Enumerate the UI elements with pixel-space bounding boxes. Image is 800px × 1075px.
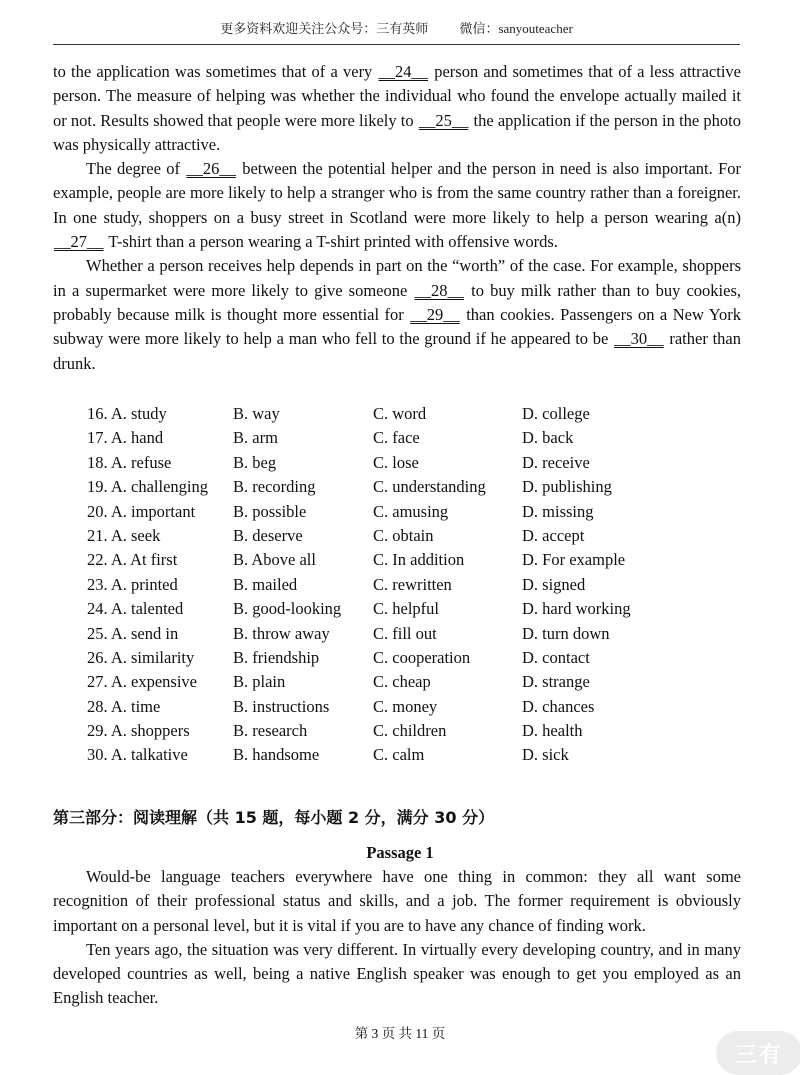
- cloze-text: to the application was sometimes that of a very: [53, 62, 378, 81]
- option-a: 24. A. talented: [87, 599, 184, 619]
- option-a: 27. A. expensive: [87, 672, 197, 692]
- cloze-blank: __24__: [378, 62, 429, 81]
- header-left-text: 更多资料欢迎关注公众号：三有英师: [220, 21, 429, 36]
- option-d: D. strange: [522, 672, 590, 692]
- cloze-passage: [53, 60, 741, 376]
- option-row: [87, 475, 727, 499]
- option-row: [87, 548, 727, 572]
- option-c: C. lose: [373, 452, 419, 472]
- option-b: B. good-looking: [233, 599, 342, 619]
- watermark-logo: 三有: [716, 1031, 800, 1075]
- option-a: 16. A. study: [87, 404, 167, 423]
- option-b: B. research: [233, 721, 308, 741]
- cloze-text: person and sometimes that of a less attractive person. The measure of helping was whether the individual who found the envelope actually mailed it or not. Results showed that people were more likely to: [53, 62, 742, 130]
- option-d: D. health: [522, 721, 583, 741]
- option-b: B. Above all: [233, 550, 316, 570]
- option-b: B. way: [233, 404, 280, 423]
- option-row: [87, 719, 727, 743]
- cloze-blank: __27__: [54, 232, 104, 252]
- cloze-text: than cookies. Passengers on a New York subway were more likely to help a man who fell to the ground if he appeared to be: [53, 304, 741, 349]
- cloze-text: The degree of: [86, 159, 186, 179]
- cloze-paragraph: [53, 254, 741, 375]
- cloze-blank: __30__: [614, 329, 664, 349]
- option-b: B. plain: [233, 672, 286, 692]
- option-row: [87, 402, 727, 426]
- option-d: D. signed: [522, 574, 586, 594]
- cloze-text: the application if the person in the photo was physically attractive.: [53, 110, 741, 154]
- option-c: C. rewritten: [373, 574, 452, 594]
- option-b: B. friendship: [233, 647, 320, 667]
- cloze-blank: __28__: [414, 280, 464, 300]
- option-b: B. deserve: [233, 525, 303, 545]
- option-d: D. accept: [522, 525, 585, 545]
- option-d: D. For example: [522, 550, 626, 570]
- options-table: [87, 402, 727, 768]
- option-row: [87, 597, 727, 621]
- option-a: 25. A. send in: [87, 623, 179, 643]
- option-a: 26. A. similarity: [87, 647, 195, 667]
- option-c: C. obtain: [373, 525, 434, 545]
- option-a: 30. A. talkative: [87, 745, 188, 765]
- option-c: C. fill out: [373, 623, 437, 643]
- option-b: B. possible: [233, 501, 307, 521]
- option-b: B. beg: [233, 452, 277, 472]
- cloze-text: to buy milk rather than to buy cookies, probably because milk is thought more essential for: [53, 280, 742, 324]
- option-d: D. turn down: [522, 623, 610, 643]
- option-row: [87, 695, 727, 719]
- option-a: 17. A. hand: [87, 428, 164, 448]
- option-row: [87, 500, 727, 524]
- option-row: [87, 670, 727, 694]
- passage-title: Passage 1: [366, 843, 434, 862]
- option-a: 21. A. seek: [87, 525, 161, 545]
- option-b: B. mailed: [233, 574, 298, 594]
- option-c: C. face: [373, 428, 420, 448]
- option-d: D. contact: [522, 647, 590, 667]
- passage-body: [53, 865, 741, 1011]
- cloze-blank: __25__: [418, 110, 469, 130]
- option-d: D. receive: [522, 452, 590, 472]
- passage-paragraph: Ten years ago, the situation was very different. In virtually every developing country, and in many developed countries as well, being a native English speaker was enough to get you employed as an English teacher.: [53, 939, 741, 1008]
- option-d: D. back: [522, 428, 574, 448]
- page-header: [53, 18, 740, 45]
- option-b: B. recording: [233, 477, 316, 497]
- option-d: D. chances: [522, 696, 595, 716]
- option-c: C. calm: [373, 745, 425, 765]
- option-c: C. cheap: [373, 672, 431, 692]
- option-c: C. word: [373, 404, 427, 423]
- option-a: 29. A. shoppers: [87, 721, 190, 741]
- cloze-blank: __29__: [410, 304, 460, 324]
- option-a: 28. A. time: [87, 696, 161, 716]
- option-c: C. cooperation: [373, 647, 471, 667]
- cloze-paragraph: [53, 60, 741, 157]
- passage-paragraph: Would-be language teachers everywhere have one thing in common: they all want some recognition of their professional status and skills, and a job. The former requirement is obviously important on a personal level, but it is vital if you are to have any chance of finding work.: [53, 867, 741, 935]
- cloze-text: rather than drunk.: [53, 329, 741, 373]
- cloze-text: Whether a person receives help depends in part on the “worth” of the case. For example, shoppers in a supermarket were more likely to give someone: [53, 256, 741, 300]
- option-row: [87, 646, 727, 670]
- option-d: D. missing: [522, 501, 594, 521]
- header-right-text: 微信：sanyouteacher: [459, 21, 573, 36]
- option-row: [87, 573, 727, 597]
- option-row: [87, 622, 727, 646]
- cloze-text: T-shirt than a person wearing a T-shirt printed with offensive words.: [104, 232, 558, 252]
- section-heading: 第三部分：阅读理解（共 15 题，每小题 2 分，满分 30 分）: [53, 808, 495, 827]
- option-a: 23. A. printed: [87, 574, 178, 594]
- option-d: D. publishing: [522, 477, 612, 497]
- option-b: B. arm: [233, 428, 278, 448]
- option-a: 19. A. challenging: [87, 477, 208, 497]
- cloze-blank: __26__: [186, 159, 236, 179]
- option-c: C. money: [373, 696, 438, 716]
- option-b: B. handsome: [233, 745, 320, 765]
- option-a: 20. A. important: [87, 501, 196, 521]
- option-row: [87, 524, 727, 548]
- option-d: D. college: [522, 404, 590, 423]
- option-a: 18. A. refuse: [87, 452, 172, 472]
- option-c: C. amusing: [373, 501, 449, 521]
- cloze-paragraph: [53, 157, 741, 254]
- option-row: [87, 426, 727, 450]
- option-b: B. instructions: [233, 696, 330, 716]
- cloze-text: between the potential helper and the person in need is also important. For example, people are more likely to help a stranger who is from the same country rather than a foreigner. In one study, shoppers on a busy street in Scotland were more likely to help a person wearing a(n): [53, 159, 741, 227]
- page-footer: 第 3 页 共 11 页: [354, 1026, 446, 1041]
- option-c: C. understanding: [373, 477, 486, 497]
- option-row: [87, 451, 727, 475]
- option-d: D. hard working: [522, 599, 631, 619]
- option-row: [87, 743, 727, 767]
- option-c: C. In addition: [373, 550, 465, 570]
- option-c: C. children: [373, 721, 447, 741]
- option-a: 22. A. At first: [87, 550, 178, 570]
- option-c: C. helpful: [373, 599, 439, 619]
- option-b: B. throw away: [233, 623, 330, 643]
- option-d: D. sick: [522, 745, 569, 765]
